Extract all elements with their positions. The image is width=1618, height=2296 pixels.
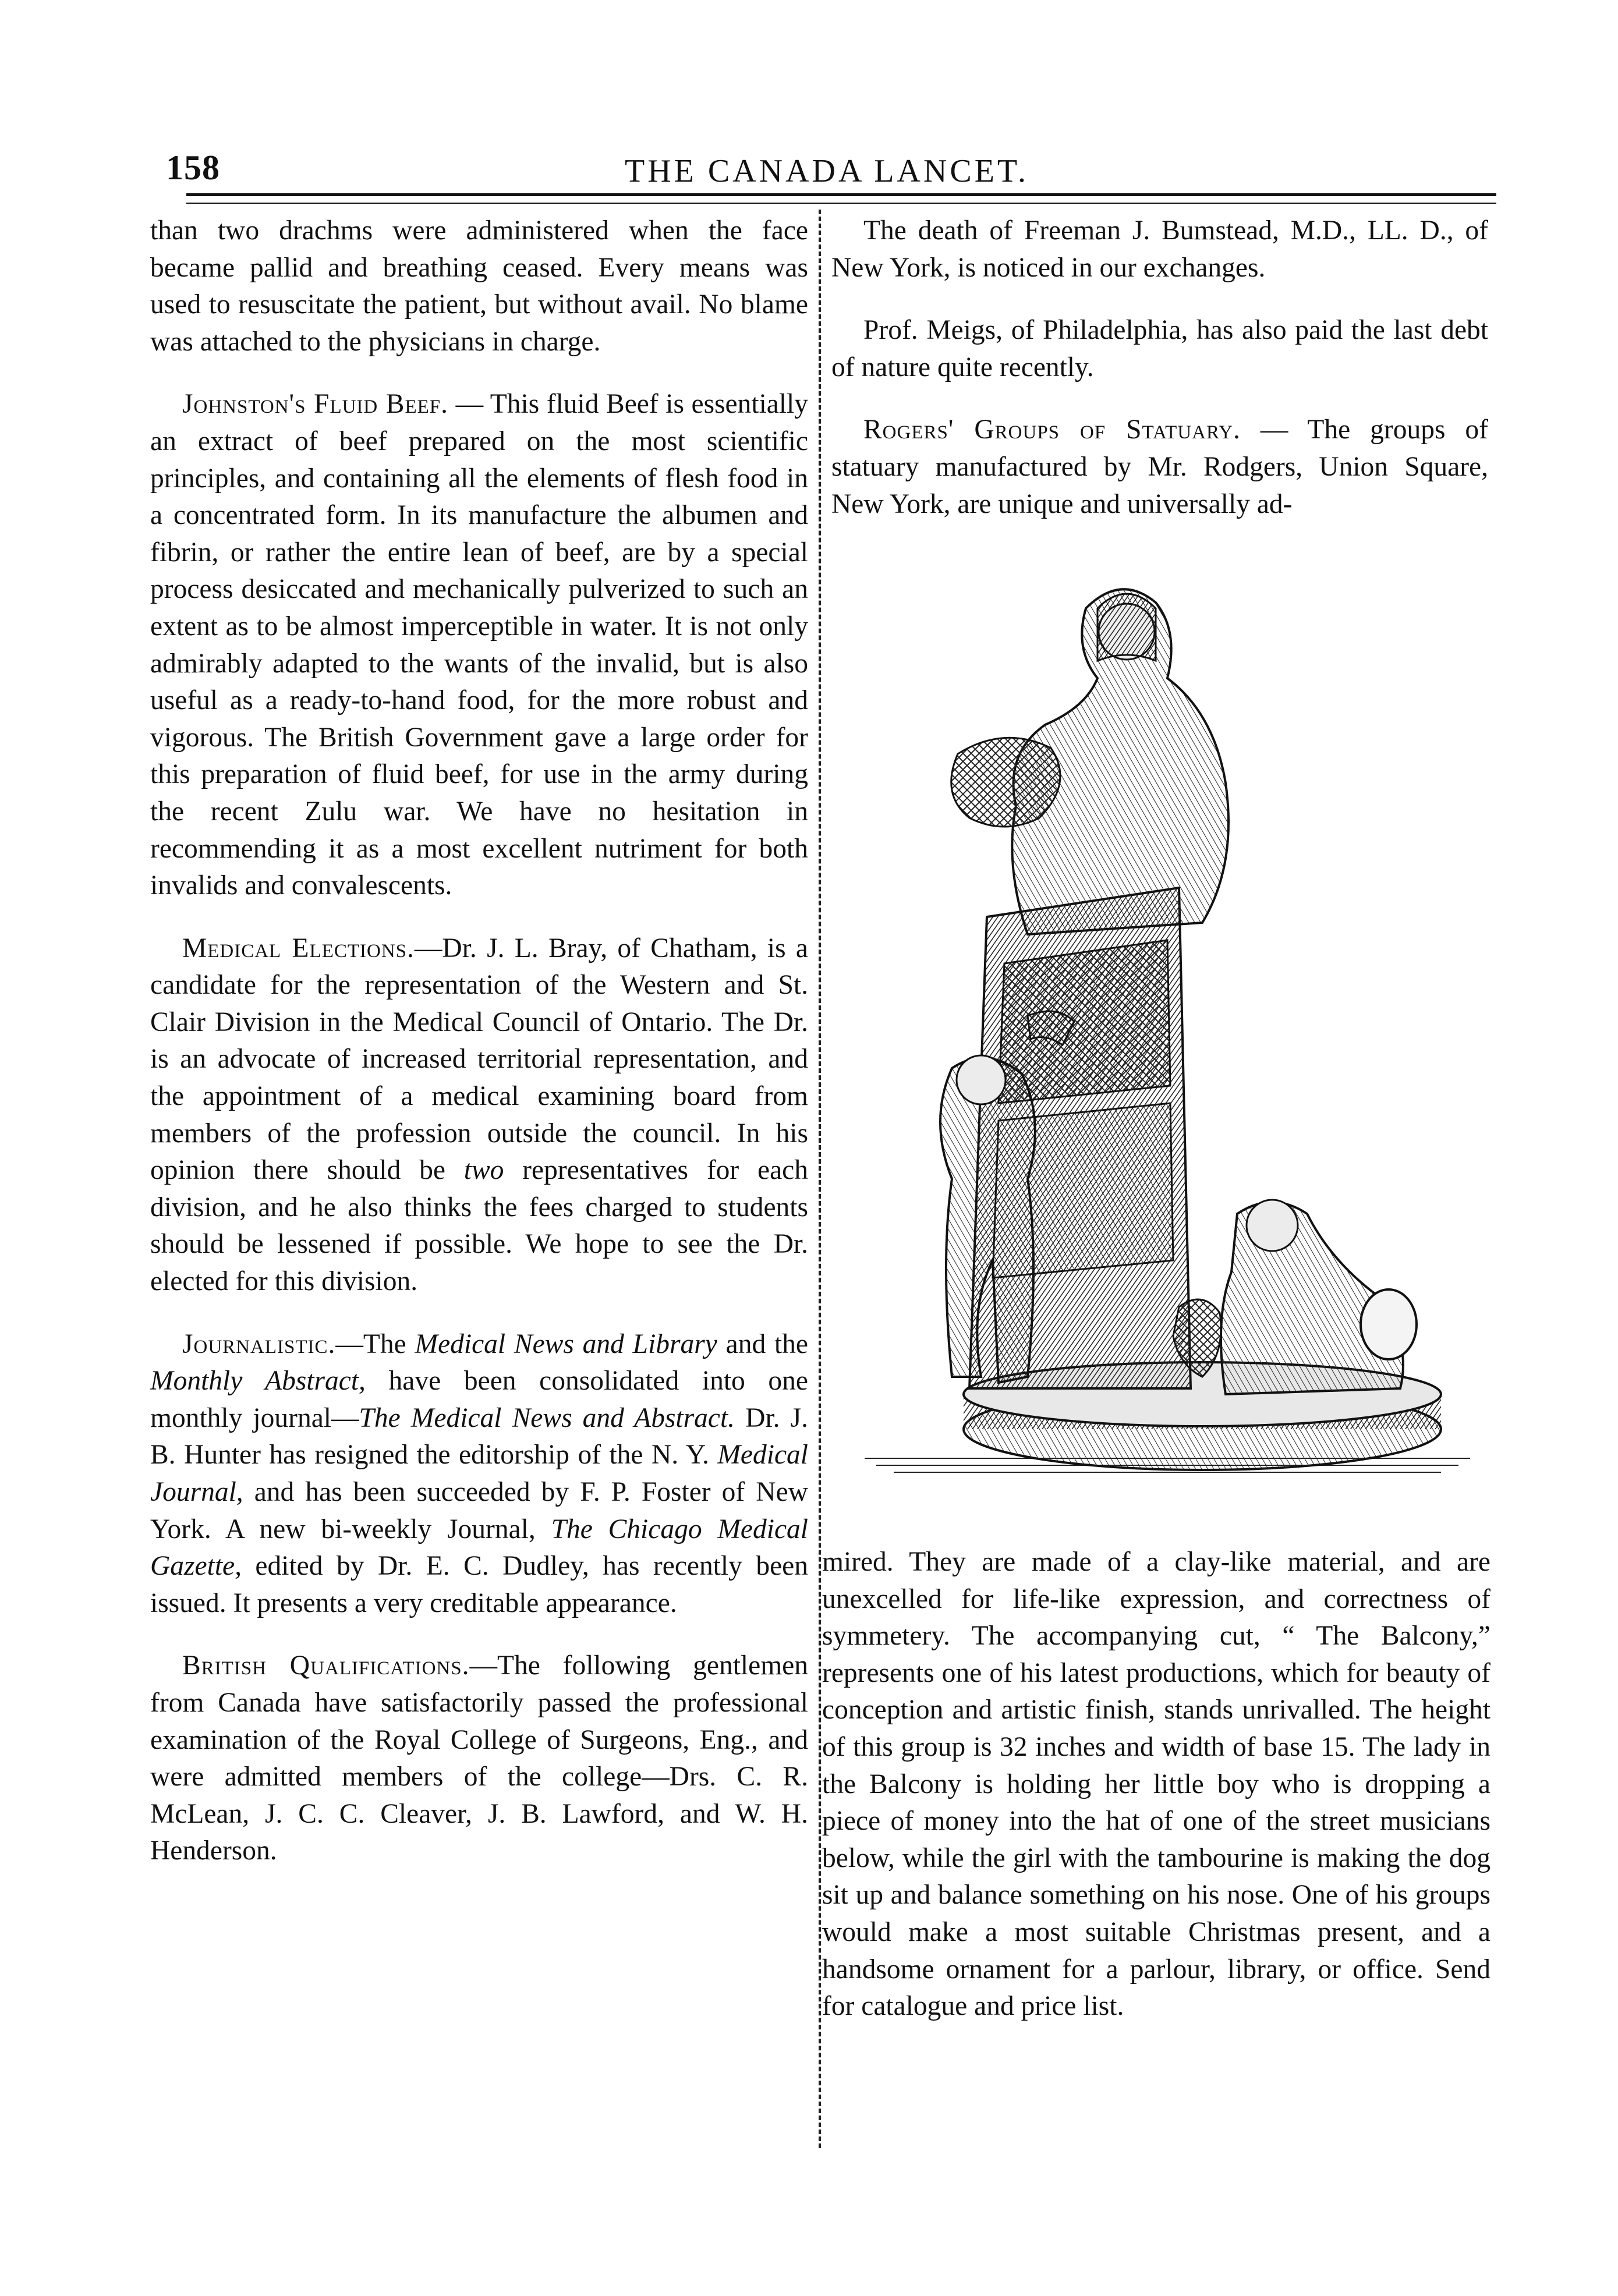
child-figure: [951, 738, 1060, 827]
journalistic-text-6: edited by Dr. E. C. Dudley, has recently been issued. It presents a very creditable appearance.: [150, 1551, 808, 1618]
journalistic-text-3: have been consolidated into one monthly journal—: [150, 1366, 808, 1433]
johnston-heading: Johnston's Fluid Beef.: [182, 389, 449, 420]
rogers-continued: [822, 1544, 1490, 2025]
running-title: THE CANADA LANCET.: [624, 153, 1029, 189]
johnston-article: [150, 386, 808, 904]
elections-body-2: representatives for each division, and he also thinks the fees charged to students should be lessened if possible. We hope to see the Dr. elected for this division.: [150, 1155, 808, 1297]
journalistic-text-2: and the: [717, 1328, 808, 1359]
elections-emphasis: two: [463, 1155, 504, 1186]
page-number: 158: [166, 148, 220, 187]
journalistic-heading: Journalistic.: [182, 1328, 336, 1359]
journal-title-medical-journal: Medical Journal,: [150, 1440, 808, 1507]
journal-title-monthly-abstract: Monthly Abstract,: [150, 1366, 366, 1397]
elections-article: [150, 930, 808, 1301]
continuation-paragraph: than two drachms were administered when the face became pallid and breathing ceased. Every means was used to resuscitate the patient, but without avail. No blame was attached to the physicians in charge.: [150, 215, 808, 357]
meigs-text: Prof. Meigs, of Philadelphia, has also paid the last debt of nature quite recently.: [831, 315, 1488, 382]
rogers-continued-text: mired. They are made of a clay-like material, and are unexcelled for life-like expression, and correctness of symmetery. The accompanying cut, “ The Balcony,” represents one of his latest productions, which for beauty of conception and artistic finish, stands unrivalled. The height of this group is 32 inches and width of base 15. The lady in the Balcony is holding her little boy who is dropping a piece of money into the hat of one of the street musicians below, while the girl with the tambourine is making the dog sit up and balance something on his nose. One of his groups would make a most suitable Christmas present, and a handsome ornament for a parlour, library, or office. Send for catalogue and price list.: [822, 1547, 1490, 2022]
journalistic-text-5: and has been succeeded by F. P. Foster of New York. A new bi-weekly Journal,: [150, 1477, 808, 1544]
left-column: [150, 212, 808, 1895]
british-heading: British Qualifications.: [182, 1650, 470, 1681]
rogers-body: — The groups of statuary manufactured by Mr. Rodgers, Union Square, New York, are unique and universally ad-: [831, 414, 1488, 519]
page-header: [160, 133, 1493, 197]
british-article: [150, 1647, 808, 1870]
british-body: —The following gentlemen from Canada have satisfactorily passed the professional examination of the Royal College of Surgeons, Eng., and were admitted members of the college—Drs. C. R. McLean, J. C. C. Cleaver, J. B. Lawford, and W. H. Henderson.: [150, 1650, 808, 1866]
journalistic-article: [150, 1326, 808, 1622]
elections-body-1: —Dr. J. L. Bray, of Chatham, is a candidate for the representation of the Western and St. Clair Division in the Medical Council of Ontario. The Dr. is an advocate of increased territorial representation, and the appointment of a medical examining board from members of the profession outside the council. In his opinion there should be: [150, 933, 809, 1186]
bumstead-notice: [831, 212, 1488, 286]
statuary-engraving: [853, 562, 1482, 1493]
header-rule-thick: [186, 193, 1496, 196]
tambourine: [1361, 1289, 1417, 1359]
elections-heading: Medical Elections.: [182, 933, 415, 963]
johnston-body: — This fluid Beef is essentially an extract of beef prepared on the most scientific principles, and containing all the elements of flesh food in a concentrated form. In its manufacture the albumen and fibrin, or rather the entire lean of beef, are by a special process desiccated and mechanically pulverized to such an extent as to be almost imperceptible in water. It is not only admirably adapted to the wants of the invalid, but is also useful as a ready-to-hand food, for the more robust and vigorous. The British Government gave a large order for this preparation of fluid beef, for use in the army during the recent Zulu war. We have no hesitation in recommending it as a most excellent nutriment for both invalids and convalescents.: [150, 389, 809, 901]
journal-title-news-and-abstract: The Medical News and Abstract.: [359, 1402, 735, 1433]
journal-title-medical-news: Medical News and Library: [415, 1328, 717, 1359]
rogers-article: [831, 412, 1488, 523]
journal-title-chicago-gazette: The Chicago Medical Gazette,: [150, 1514, 808, 1582]
right-column: [831, 212, 1488, 548]
header-rule-thin: [186, 203, 1496, 204]
column-divider: [819, 210, 821, 2148]
bumstead-text: The death of Freeman J. Bumstead, M.D., LL. D., of New York, is noticed in our exchanges.: [831, 215, 1488, 283]
journalistic-text-1: —The: [335, 1328, 415, 1359]
journalistic-text-4: Dr. J. B. Hunter has resigned the editorship of the N. Y.: [150, 1402, 808, 1471]
meigs-notice: [831, 312, 1488, 386]
rogers-heading: Rogers' Groups of Statuary.: [863, 414, 1241, 445]
